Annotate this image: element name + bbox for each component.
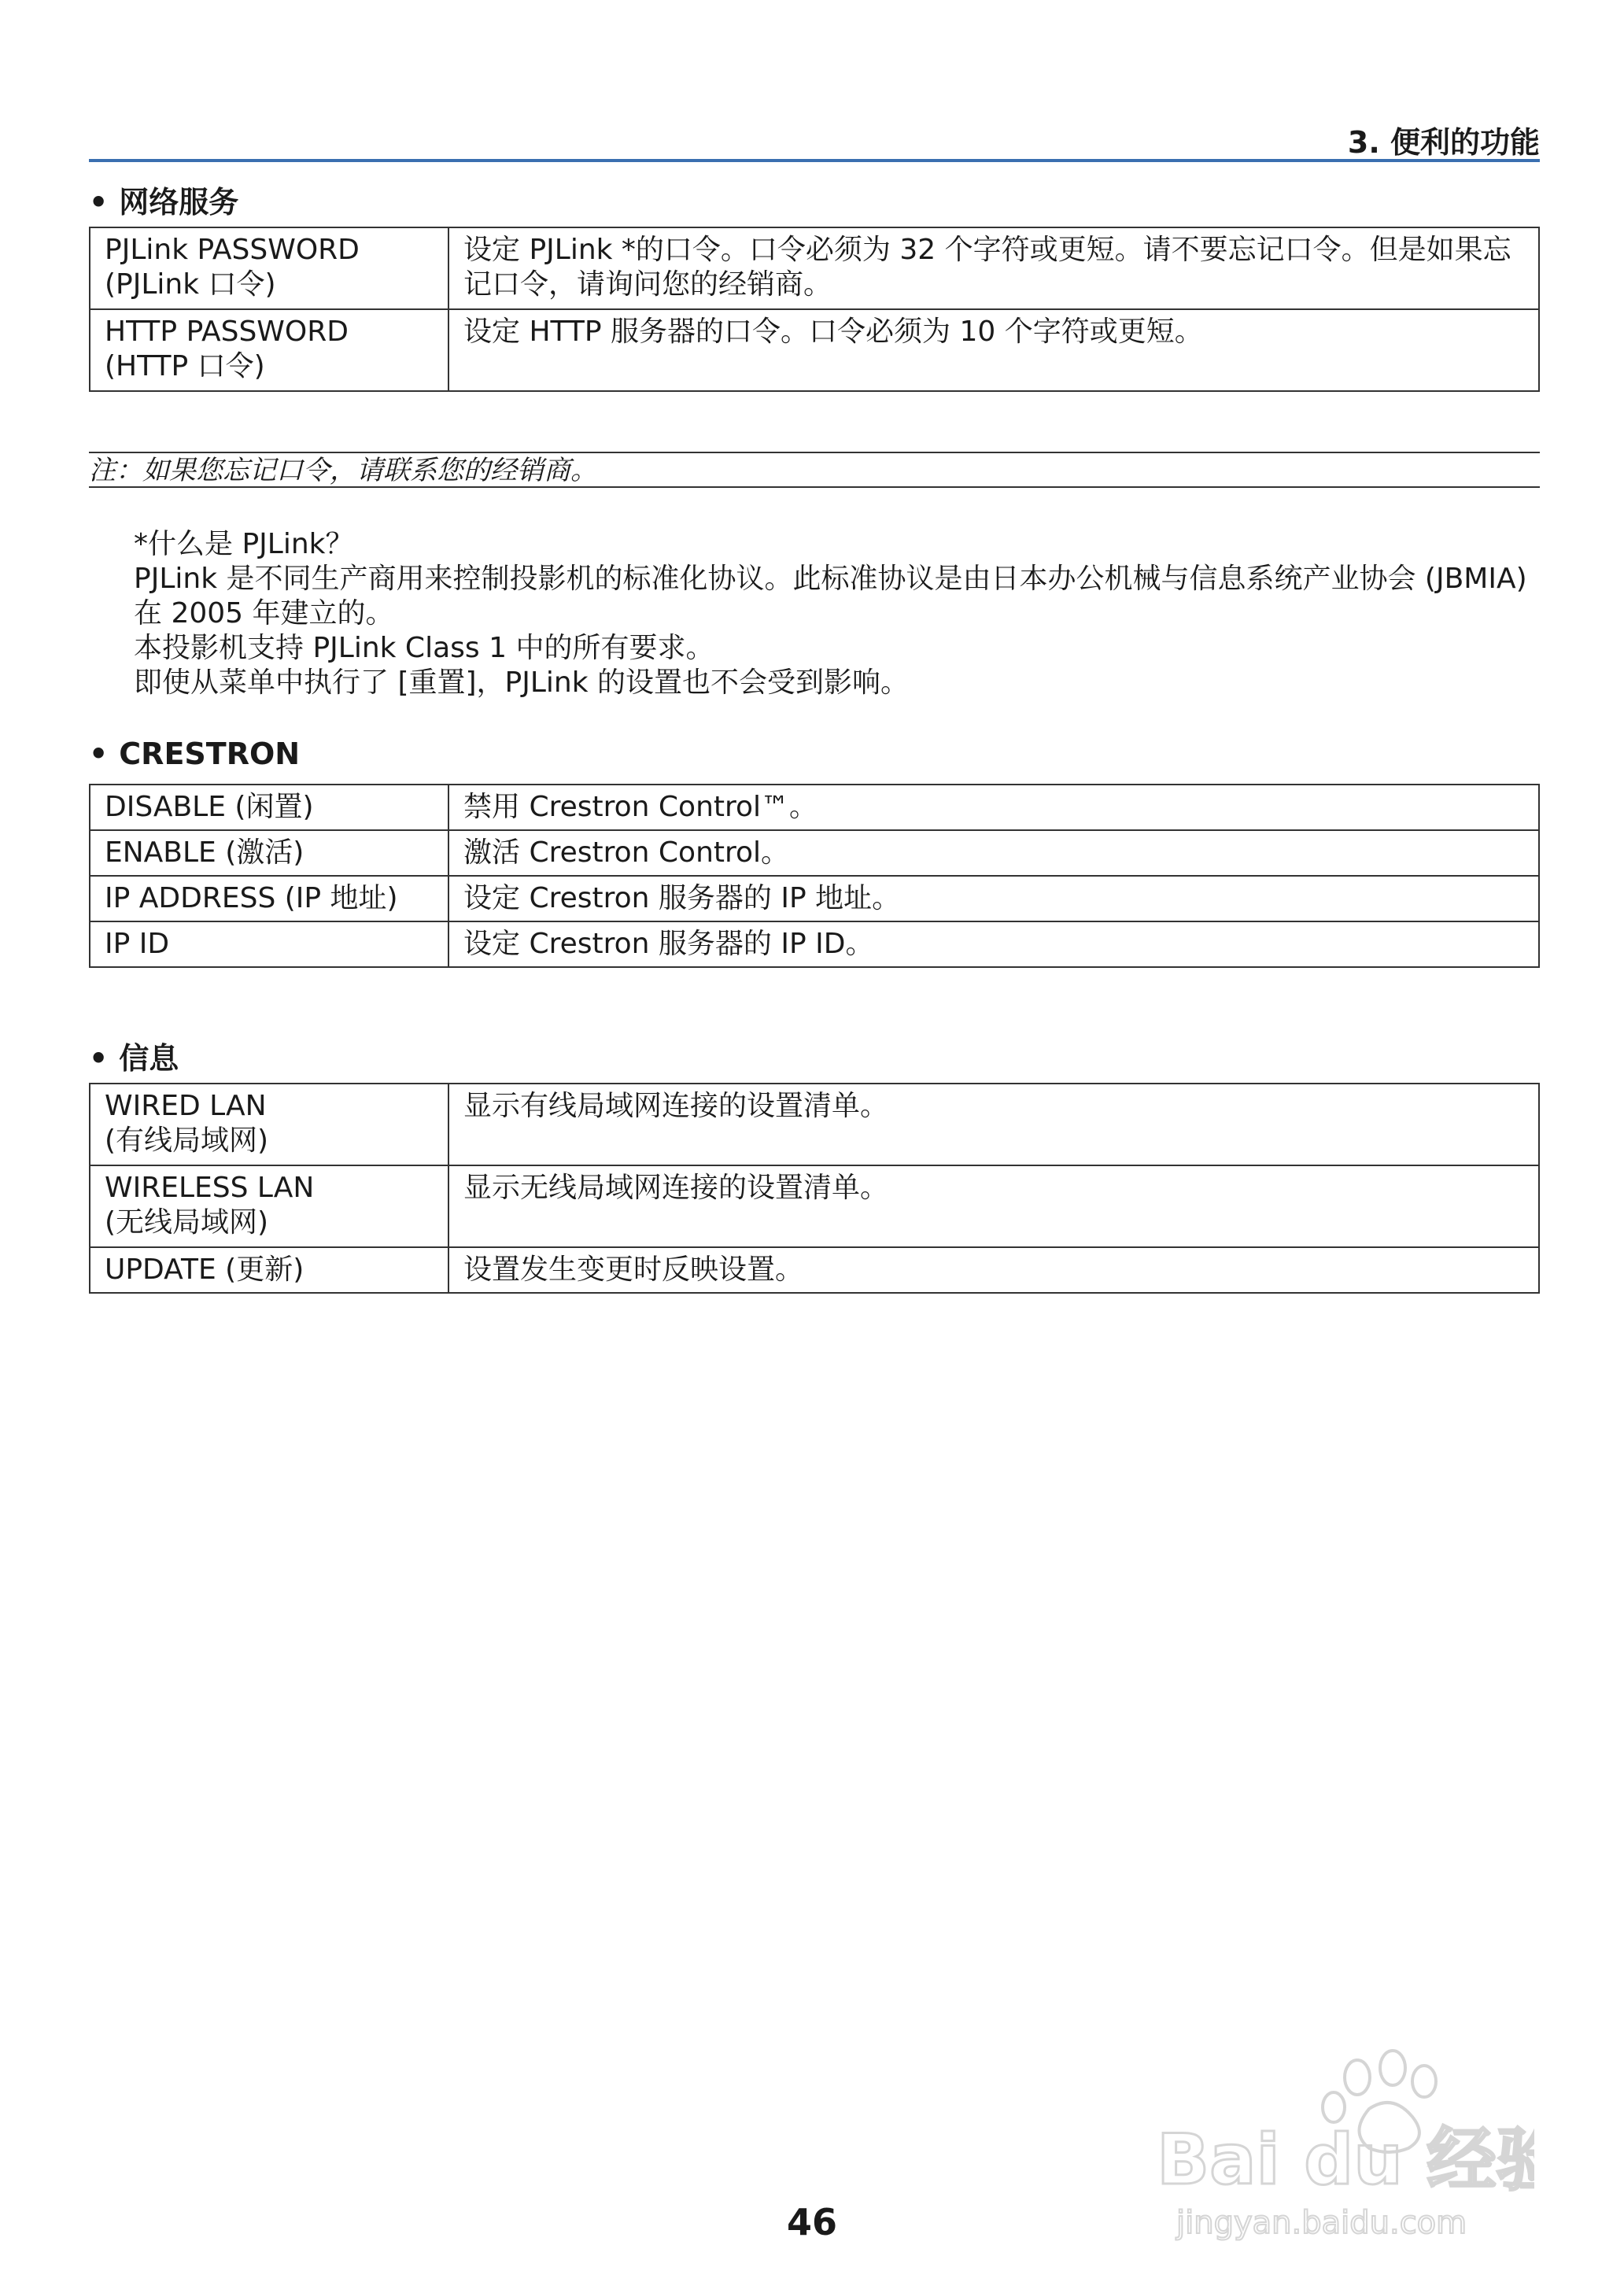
table-row (90, 1247, 1539, 1293)
note-box (89, 452, 1540, 488)
crestron-table (89, 784, 1540, 968)
table-value-cell: 设定 Crestron 服务器的 IP 地址。 (448, 876, 1539, 921)
table-key-cell: IP ID (90, 921, 448, 967)
table-row (90, 1084, 1539, 1165)
pjlink-info-line: 即使从菜单中执行了 [重置]，PJLink 的设置也不会受到影响。 (134, 666, 910, 699)
pjlink-info-line: *什么是 PJLink？ (134, 528, 354, 560)
information-table (89, 1083, 1540, 1294)
table-row (90, 876, 1539, 921)
pjlink-info (134, 527, 1542, 700)
section-title-text: CRESTRON (119, 737, 301, 771)
table-row (90, 921, 1539, 967)
watermark-url-text: jingyan.baidu.com (1176, 2205, 1467, 2241)
key-line-1: WIRELESS LAN (105, 1172, 315, 1204)
table-value-cell: 禁用 Crestron Control™。 (448, 785, 1539, 830)
watermark-brand-text: Bai du 经验 (1157, 2119, 1534, 2200)
table-key-cell: DISABLE (闲置) (90, 785, 448, 830)
key-line-1: WIRED LAN (105, 1090, 267, 1122)
table-value-cell: 设定 HTTP 服务器的口令。口令必须为 10 个字符或更短。 (448, 309, 1539, 391)
table-value-cell: 显示有线局域网连接的设置清单。 (448, 1084, 1539, 1165)
table-key-cell (90, 309, 448, 391)
table-row (90, 785, 1539, 830)
table-key-cell (90, 1084, 448, 1165)
table-row (90, 830, 1539, 876)
table-key-cell: IP ADDRESS (IP 地址) (90, 876, 448, 921)
table-row (90, 309, 1539, 391)
table-row (90, 1165, 1539, 1247)
bullet-icon: • (89, 737, 109, 771)
table-row (90, 227, 1539, 309)
pjlink-info-line: 本投影机支持 PJLink Class 1 中的所有要求。 (134, 632, 714, 664)
table-value-cell: 设置发生变更时反映设置。 (448, 1247, 1539, 1293)
table-key-cell (90, 1165, 448, 1247)
table-key-cell (90, 227, 448, 309)
note-text: 注：如果您忘记口令，请联系您的经销商。 (89, 455, 597, 486)
table-value-cell: 显示无线局域网连接的设置清单。 (448, 1165, 1539, 1247)
key-line-1: HTTP PASSWORD (105, 316, 349, 348)
network-service-table (89, 227, 1540, 392)
chapter-header (89, 116, 1540, 162)
table-value-cell: 设定 Crestron 服务器的 IP ID。 (448, 921, 1539, 967)
key-line-2: (HTTP 口令) (105, 350, 265, 382)
key-line-2: (无线局域网) (105, 1206, 269, 1239)
section-title-network-service (89, 178, 238, 221)
section-title-crestron (89, 737, 300, 771)
page-number: 46 (786, 2201, 837, 2243)
bullet-icon: • (89, 1041, 109, 1076)
section-title-information (89, 1034, 179, 1077)
chapter-title: 3. 便利的功能 (1347, 125, 1540, 160)
table-value-cell: 激活 Crestron Control。 (448, 830, 1539, 876)
pjlink-info-line: PJLink 是不同生产商用来控制投影机的标准化协议。此标准协议是由日本办公机械与信息系统产业协会 (JBMIA) 在 2005 年建立的。 (134, 563, 1527, 630)
table-key-cell: UPDATE (更新) (90, 1247, 448, 1293)
table-key-cell: ENABLE (激活) (90, 830, 448, 876)
section-title-text: 网络服务 (119, 185, 239, 220)
key-line-2: (PJLink 口令) (105, 268, 276, 301)
paw-logo-icon (1157, 2046, 1534, 2243)
bullet-icon: • (89, 185, 109, 220)
baidu-watermark-logo (1157, 2046, 1534, 2243)
key-line-2: (有线局域网) (105, 1124, 269, 1157)
table-value-cell: 设定 PJLink *的口令。口令必须为 32 个字符或更短。请不要忘记口令。但是如果忘记口令，请询问您的经销商。 (448, 227, 1539, 309)
section-title-text: 信息 (119, 1041, 179, 1076)
key-line-1: PJLink PASSWORD (105, 234, 360, 266)
